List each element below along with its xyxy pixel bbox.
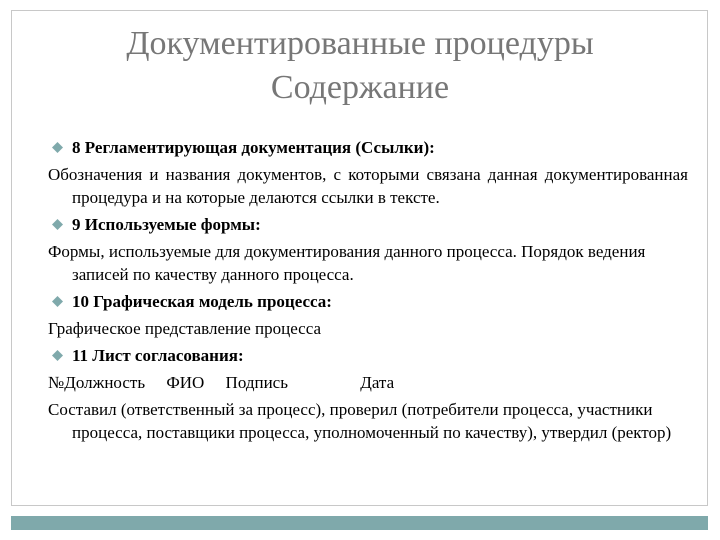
bullet-diamond-icon: [52, 296, 63, 307]
paragraph-references: Обозначения и названия документов, с которыми связана данная документированная процедура и на которые делаются ссылки в тексте.: [48, 165, 688, 207]
slide-title: [0, 22, 720, 110]
paragraph-approval: Составил (ответственный за процесс), проверил (потребители процесса, участники процесса, поставщики процесса, уполномоченный по качеству), утвердил (ректор): [48, 400, 672, 442]
bullet-diamond-icon: [52, 350, 63, 361]
bullet-item-10: [48, 290, 688, 313]
bullet-text: 8 Регламентирующая документация (Ссылки):: [72, 138, 435, 157]
bullet-item-8: [48, 136, 688, 159]
bullet-item-11: [48, 344, 688, 367]
paragraph-graphic-model: Графическое представление процесса: [48, 319, 322, 338]
paragraph-forms: Формы, используемые для документирования данного процесса. Порядок ведения записей по качеству данного процесса.: [48, 242, 646, 284]
slide-content: [48, 136, 688, 448]
bottom-accent-bar: [11, 516, 708, 530]
title-line-2: Содержание: [270, 69, 450, 106]
bullet-diamond-icon: [52, 142, 63, 153]
bullet-text: 10 Графическая модель процесса:: [72, 292, 332, 311]
bullet-item-9: [48, 213, 688, 236]
bullet-text: 11 Лист согласования:: [72, 346, 244, 365]
bullet-diamond-icon: [52, 219, 63, 230]
approval-columns-row: №Должность ФИО Подпись Дата: [48, 373, 395, 392]
title-line-1: Документированные процедуры: [126, 25, 594, 62]
bullet-text: 9 Используемые формы:: [72, 215, 261, 234]
